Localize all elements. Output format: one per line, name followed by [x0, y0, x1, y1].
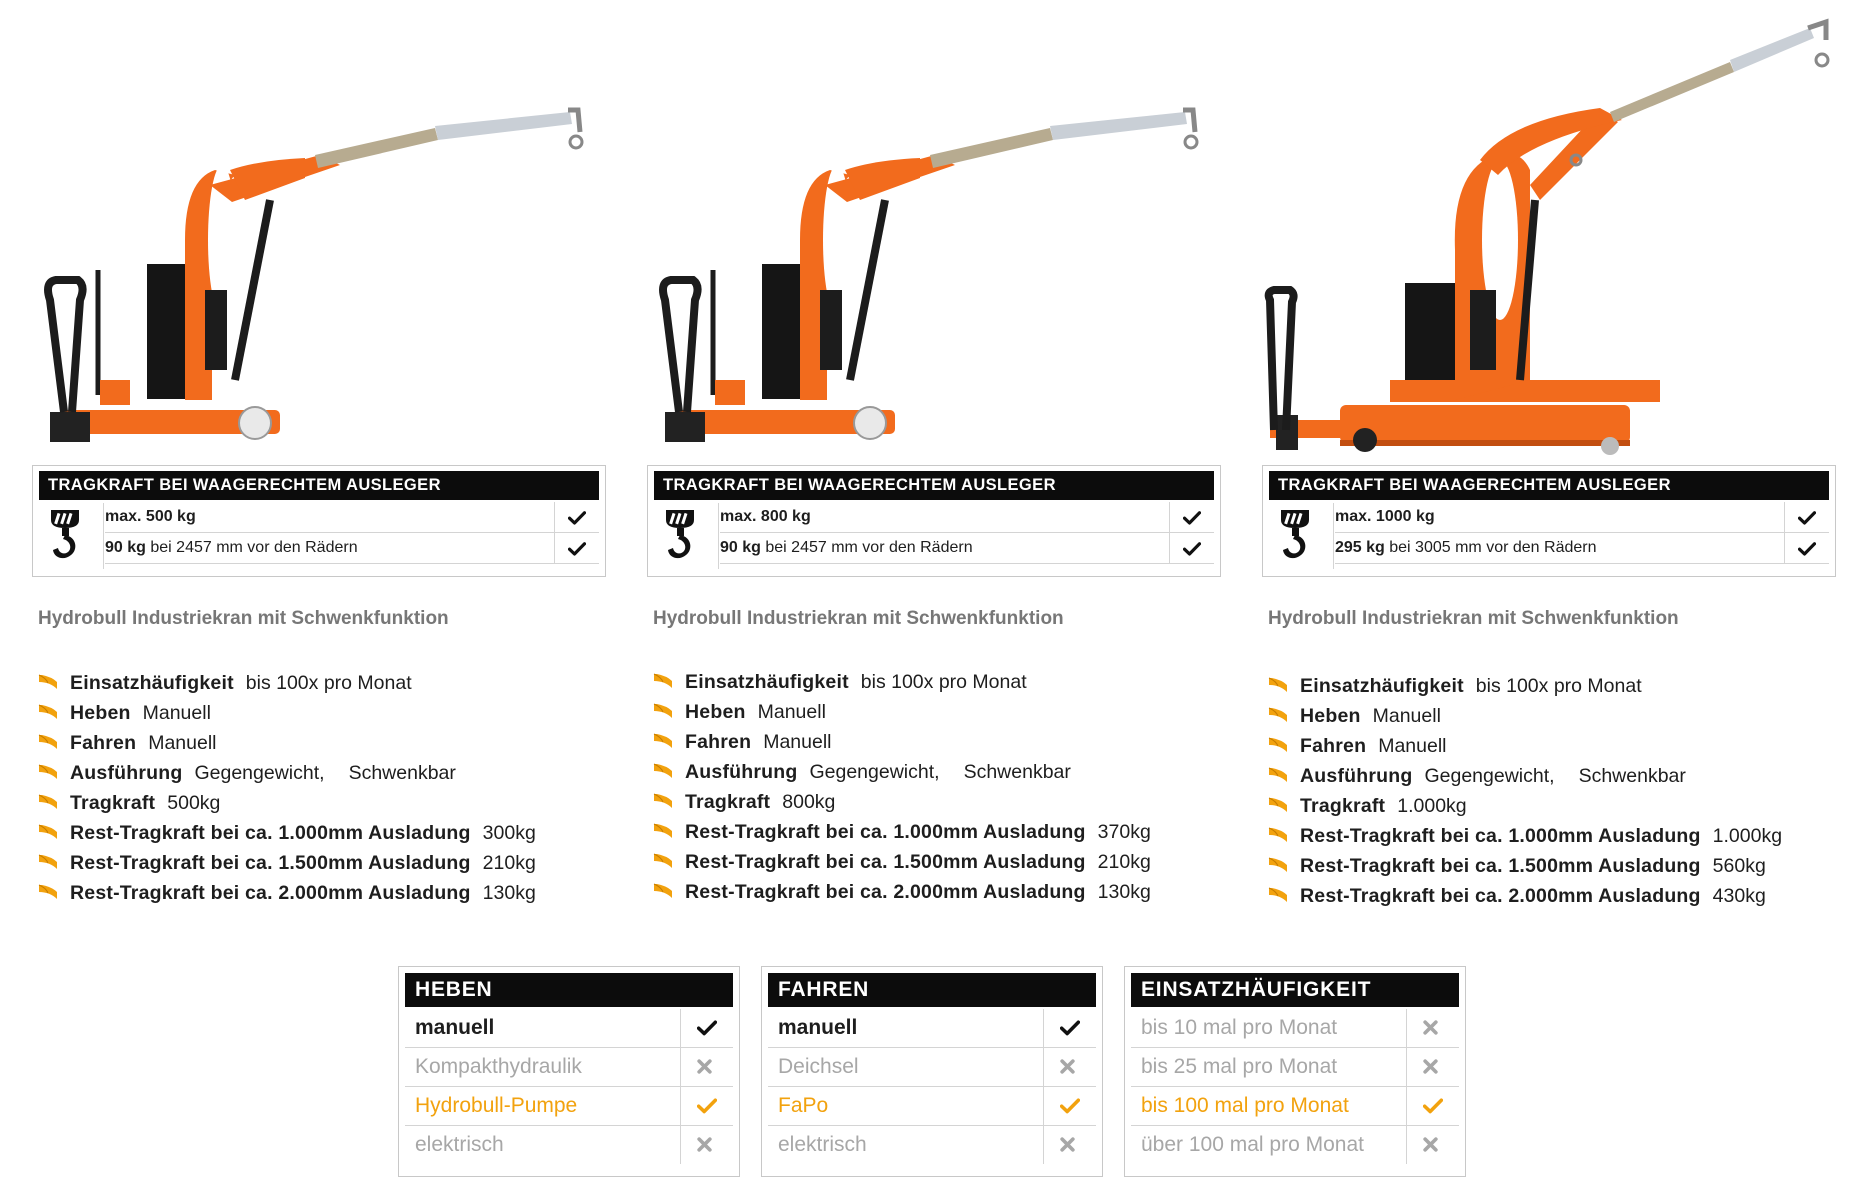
- feature-item: [38, 732, 217, 755]
- feature-value: 130kg: [1097, 881, 1151, 903]
- load-capacity-row: [720, 533, 1214, 564]
- feature-value: Gegengewicht,: [194, 762, 325, 784]
- bullet-icon: [38, 763, 58, 780]
- feature-value-secondary: Schwenkbar: [963, 761, 1071, 783]
- crane-image: [1230, 0, 1830, 470]
- bullet-icon: [653, 852, 673, 869]
- bullet-icon: [38, 883, 58, 900]
- cross-icon: [680, 1048, 733, 1086]
- feature-item: [653, 821, 1151, 844]
- feature-value: 560kg: [1712, 855, 1766, 877]
- feature-label: Ausführung: [685, 761, 798, 783]
- feature-value: 370kg: [1097, 821, 1151, 843]
- load-capacity-text: [1335, 502, 1435, 532]
- filter-option[interactable]: [405, 1048, 733, 1087]
- load-capacity-detail: bei 3005 mm vor den Rädern: [1384, 539, 1597, 556]
- feature-label: Fahren: [685, 731, 752, 753]
- bullet-icon: [653, 822, 673, 839]
- filter-option-label: bis 10 mal pro Monat: [1141, 1016, 1338, 1039]
- cross-icon: [1406, 1126, 1459, 1164]
- divider: [103, 503, 104, 569]
- feature-value-secondary: Schwenkbar: [348, 762, 456, 784]
- bullet-icon: [1268, 706, 1288, 723]
- filter-option[interactable]: [1131, 1048, 1459, 1087]
- check-icon: [680, 1009, 733, 1047]
- load-capacity-box: [32, 465, 606, 577]
- bullet-icon: [1268, 736, 1288, 753]
- feature-label: Rest-Tragkraft bei ca. 1.000mm Ausladung: [685, 821, 1086, 843]
- filter-option[interactable]: [768, 1126, 1096, 1164]
- feature-label: Rest-Tragkraft bei ca. 2.000mm Ausladung: [1300, 885, 1701, 907]
- filter-table: [761, 966, 1103, 1177]
- feature-label: Rest-Tragkraft bei ca. 2.000mm Ausladung: [685, 881, 1086, 903]
- feature-item: [38, 762, 456, 785]
- filter-option-label: Deichsel: [778, 1055, 859, 1078]
- load-capacity-text: [105, 502, 196, 532]
- feature-item: [653, 791, 835, 814]
- bullet-icon: [1268, 886, 1288, 903]
- filter-table-title: FAHREN: [768, 973, 1096, 1007]
- feature-label: Tragkraft: [1300, 795, 1386, 817]
- feature-label: Ausführung: [1300, 765, 1413, 787]
- feature-item: [38, 672, 412, 695]
- filter-option[interactable]: [1131, 1126, 1459, 1164]
- feature-value: 210kg: [1097, 851, 1151, 873]
- feature-item: [1268, 735, 1447, 758]
- cross-icon: [1406, 1009, 1459, 1047]
- feature-value: bis 100x pro Monat: [245, 672, 412, 694]
- feature-label: Rest-Tragkraft bei ca. 1.000mm Ausladung: [1300, 825, 1701, 847]
- check-icon: [1784, 502, 1829, 532]
- bullet-icon: [653, 672, 673, 689]
- load-capacity-row: [1335, 502, 1829, 533]
- bullet-icon: [653, 762, 673, 779]
- filter-option-label: manuell: [415, 1016, 495, 1039]
- filter-option-label: elektrisch: [415, 1133, 504, 1156]
- load-capacity-text: [105, 533, 358, 563]
- feature-value: 500kg: [167, 792, 221, 814]
- feature-value: Manuell: [757, 701, 826, 723]
- product-card: [615, 0, 1215, 920]
- feature-label: Einsatzhäufigkeit: [685, 671, 849, 693]
- filter-table: [398, 966, 740, 1177]
- cross-icon: [680, 1126, 733, 1164]
- load-capacity-text: [1335, 533, 1596, 563]
- filter-option-label: bis 100 mal pro Monat: [1141, 1094, 1349, 1117]
- bullet-icon: [38, 793, 58, 810]
- load-capacity-row: [1335, 533, 1829, 564]
- feature-value: bis 100x pro Monat: [1475, 675, 1642, 697]
- feature-item: [653, 881, 1151, 904]
- check-icon: [554, 533, 599, 563]
- load-capacity-row: [105, 502, 599, 533]
- feature-label: Heben: [685, 701, 746, 723]
- feature-label: Rest-Tragkraft bei ca. 1.500mm Ausladung: [685, 851, 1086, 873]
- load-capacity-box: [647, 465, 1221, 577]
- feature-item: [1268, 705, 1441, 728]
- feature-label: Rest-Tragkraft bei ca. 2.000mm Ausladung: [70, 882, 471, 904]
- bullet-icon: [653, 792, 673, 809]
- load-capacity-row: [720, 502, 1214, 533]
- filter-option-label: manuell: [778, 1016, 858, 1039]
- product-subtitle: Hydrobull Industriekran mit Schwenkfunktion: [38, 608, 449, 629]
- feature-value: 1.000kg: [1712, 825, 1783, 847]
- check-icon: [1043, 1087, 1096, 1125]
- filter-option[interactable]: [405, 1009, 733, 1048]
- cross-icon: [1406, 1048, 1459, 1086]
- bullet-icon: [38, 853, 58, 870]
- load-capacity-detail: bei 2457 mm vor den Rädern: [760, 539, 973, 556]
- load-capacity-title: TRAGKRAFT BEI WAAGERECHTEM AUSLEGER: [654, 471, 1214, 500]
- feature-item: [38, 822, 536, 845]
- filter-table: [1124, 966, 1466, 1177]
- filter-option-label: über 100 mal pro Monat: [1141, 1133, 1364, 1156]
- cross-icon: [1043, 1126, 1096, 1164]
- load-capacity-box: [1262, 465, 1836, 577]
- feature-item: [653, 701, 826, 724]
- load-capacity-text: [720, 502, 811, 532]
- load-capacity-text: [720, 533, 973, 563]
- product-card: [0, 0, 600, 920]
- feature-value: 430kg: [1712, 885, 1766, 907]
- filter-option-label: Kompakthydraulik: [415, 1055, 582, 1078]
- filter-table-title: EINSATZHÄUFIGKEIT: [1131, 973, 1459, 1007]
- feature-label: Fahren: [70, 732, 137, 754]
- check-icon: [1169, 533, 1214, 563]
- feature-item: [38, 852, 536, 875]
- check-icon: [1169, 502, 1214, 532]
- filter-table-title: HEBEN: [405, 973, 733, 1007]
- bullet-icon: [1268, 766, 1288, 783]
- bullet-icon: [38, 823, 58, 840]
- feature-value: Manuell: [1378, 735, 1447, 757]
- crane-image: [615, 0, 1215, 470]
- bullet-icon: [38, 703, 58, 720]
- feature-label: Heben: [70, 702, 131, 724]
- feature-label: Heben: [1300, 705, 1361, 727]
- filter-option-label: elektrisch: [778, 1133, 867, 1156]
- feature-value: 210kg: [482, 852, 536, 874]
- feature-value: Manuell: [1372, 705, 1441, 727]
- bullet-icon: [38, 673, 58, 690]
- feature-item: [653, 851, 1151, 874]
- crane-hook-icon: [47, 508, 83, 566]
- load-capacity-value: 90 kg: [105, 539, 146, 556]
- feature-label: Rest-Tragkraft bei ca. 1.000mm Ausladung: [70, 822, 471, 844]
- feature-value: bis 100x pro Monat: [860, 671, 1027, 693]
- feature-label: Ausführung: [70, 762, 183, 784]
- feature-value: 300kg: [482, 822, 536, 844]
- load-capacity-value: max. 500 kg: [105, 508, 196, 525]
- bullet-icon: [1268, 796, 1288, 813]
- feature-value: Manuell: [142, 702, 211, 724]
- filter-option-label: Hydrobull-Pumpe: [415, 1094, 578, 1117]
- filter-option-label: FaPo: [778, 1094, 829, 1117]
- feature-label: Rest-Tragkraft bei ca. 1.500mm Ausladung: [1300, 855, 1701, 877]
- bullet-icon: [653, 882, 673, 899]
- filter-option[interactable]: [405, 1087, 733, 1126]
- feature-label: Fahren: [1300, 735, 1367, 757]
- feature-item: [38, 792, 220, 815]
- feature-value: 1.000kg: [1397, 795, 1467, 817]
- crane-image: [0, 0, 600, 470]
- check-icon: [1784, 533, 1829, 563]
- check-icon: [1406, 1087, 1459, 1125]
- load-capacity-title: TRAGKRAFT BEI WAAGERECHTEM AUSLEGER: [39, 471, 599, 500]
- feature-value: Gegengewicht,: [1424, 765, 1555, 787]
- bullet-icon: [38, 733, 58, 750]
- feature-value: Manuell: [148, 732, 217, 754]
- feature-label: Rest-Tragkraft bei ca. 1.500mm Ausladung: [70, 852, 471, 874]
- bullet-icon: [1268, 856, 1288, 873]
- check-icon: [680, 1087, 733, 1125]
- filter-option[interactable]: [1131, 1087, 1459, 1126]
- check-icon: [1043, 1009, 1096, 1047]
- load-capacity-value: max. 1000 kg: [1335, 508, 1435, 525]
- product-subtitle: Hydrobull Industriekran mit Schwenkfunktion: [653, 608, 1064, 629]
- feature-item: [38, 702, 211, 725]
- cross-icon: [1043, 1048, 1096, 1086]
- bullet-icon: [1268, 826, 1288, 843]
- load-capacity-row: [105, 533, 599, 564]
- filter-option[interactable]: [768, 1009, 1096, 1048]
- feature-item: [1268, 885, 1766, 908]
- feature-value: 130kg: [482, 882, 536, 904]
- feature-label: Einsatzhäufigkeit: [70, 672, 234, 694]
- feature-value: Manuell: [763, 731, 832, 753]
- feature-item: [38, 882, 536, 905]
- feature-item: [653, 761, 1071, 784]
- feature-item: [653, 731, 832, 754]
- load-capacity-title: TRAGKRAFT BEI WAAGERECHTEM AUSLEGER: [1269, 471, 1829, 500]
- crane-hook-icon: [662, 508, 698, 566]
- bullet-icon: [1268, 676, 1288, 693]
- divider: [718, 503, 719, 569]
- feature-label: Tragkraft: [685, 791, 771, 813]
- filter-option[interactable]: [768, 1048, 1096, 1087]
- feature-label: Einsatzhäufigkeit: [1300, 675, 1464, 697]
- feature-item: [1268, 765, 1686, 788]
- bullet-icon: [653, 702, 673, 719]
- feature-label: Tragkraft: [70, 792, 156, 814]
- check-icon: [554, 502, 599, 532]
- load-capacity-value: 90 kg: [720, 539, 761, 556]
- feature-item: [1268, 795, 1467, 818]
- feature-value: Gegengewicht,: [809, 761, 940, 783]
- load-capacity-value: 295 kg: [1335, 539, 1385, 556]
- feature-value: 800kg: [782, 791, 836, 813]
- feature-value-secondary: Schwenkbar: [1578, 765, 1686, 787]
- filter-option[interactable]: [1131, 1009, 1459, 1048]
- product-subtitle: Hydrobull Industriekran mit Schwenkfunktion: [1268, 608, 1679, 629]
- filter-option[interactable]: [405, 1126, 733, 1164]
- bullet-icon: [653, 732, 673, 749]
- filter-option[interactable]: [768, 1087, 1096, 1126]
- filter-option-label: bis 25 mal pro Monat: [1141, 1055, 1338, 1078]
- feature-item: [1268, 825, 1782, 848]
- feature-item: [1268, 855, 1766, 878]
- divider: [1333, 503, 1334, 569]
- product-card: [1230, 0, 1830, 920]
- load-capacity-detail: bei 2457 mm vor den Rädern: [145, 539, 358, 556]
- load-capacity-value: max. 800 kg: [720, 508, 811, 525]
- crane-hook-icon: [1277, 508, 1313, 566]
- feature-item: [1268, 675, 1642, 698]
- feature-item: [653, 671, 1027, 694]
